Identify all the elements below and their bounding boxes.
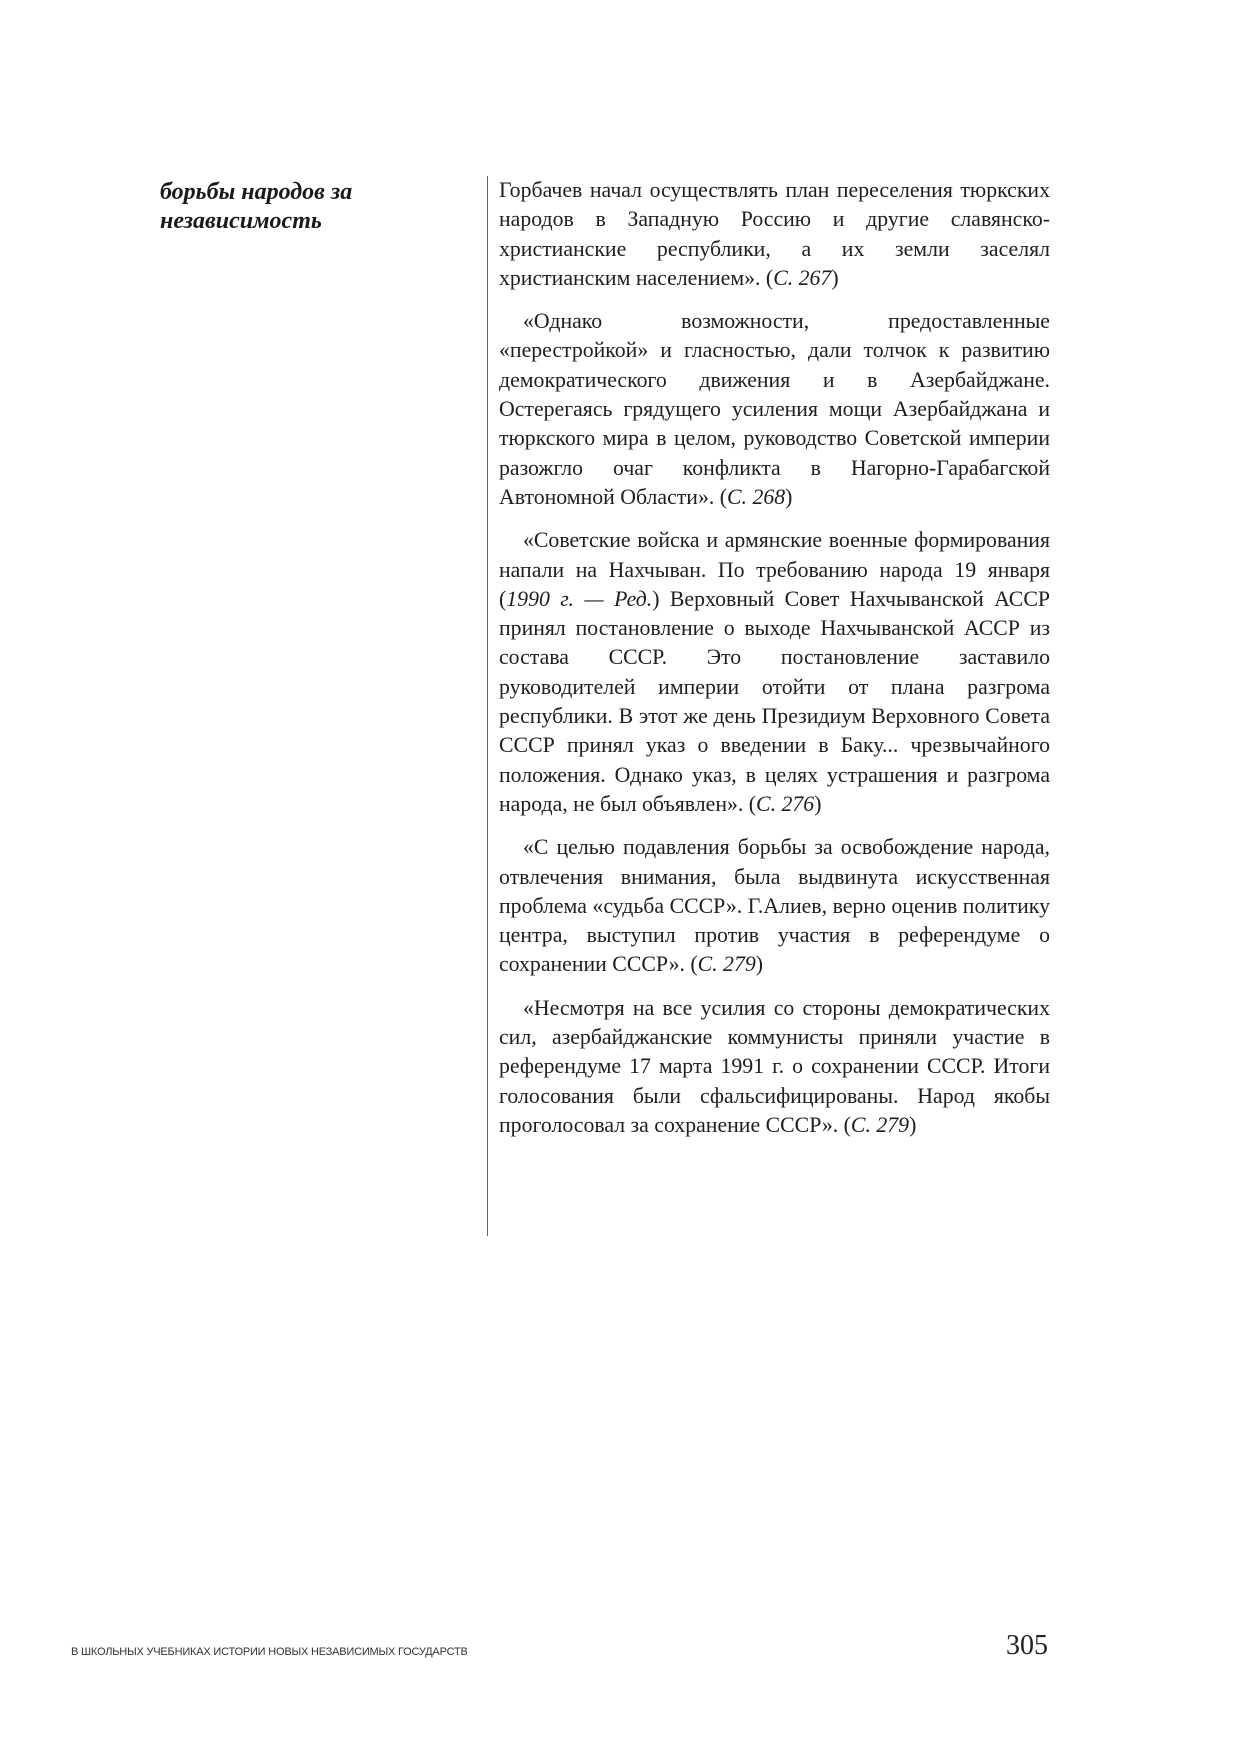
running-footer-title: В ШКОЛЬНЫХ УЧЕБНИКАХ ИСТОРИИ НОВЫХ НЕЗАВИСИМЫХ ГОСУДАРСТВ xyxy=(71,1646,468,1658)
page-number: 305 xyxy=(1006,1630,1048,1661)
page-reference: С. 268 xyxy=(727,484,786,509)
quote-text: «Несмотря на все усилия со стороны демократических сил, азербайджанские коммунисты приняли участие в референдуме 17 марта 1991 г. о сохранении СССР. Итоги голосования были сфальсифицированы. Народ якобы проголосовал за сохранение СССР». ( xyxy=(499,995,1050,1137)
reference-close: ) xyxy=(909,1112,917,1137)
quote-text: «Однако возможности, предоставленные «перестройкой» и гласностью, дали толчок к развитию демократического движения и в Азербайджане. Остерегаясь грядущего усиления мощи Азербайджана и тюркского мира в целом, руководство Советской империи разожгло очаг конфликта в Нагорно-Гарабагской Автономной Области». ( xyxy=(499,309,1050,509)
page-reference: С. 267 xyxy=(773,265,832,290)
page-reference: С. 276 xyxy=(756,791,815,816)
quote-paragraph-5 xyxy=(499,994,1050,1140)
section-heading-line-2: независимость xyxy=(160,208,322,234)
quote-paragraph-4 xyxy=(499,833,1050,979)
page-reference: С. 279 xyxy=(850,1112,910,1137)
editor-note: 1990 г. — Ред. xyxy=(506,586,653,611)
quote-text: «С целью подавления борьбы за освобождение народа, отвлечения внимания, была выдвинута искусственная проблема «судьба СССР». Г.Алиев, верно оценив политику центра, выступил против участия в референдуме о сохранении СССР». ( xyxy=(499,835,1050,977)
reference-close: ) xyxy=(755,952,764,977)
quote-text: «Советские войска и армянские военные формирования напали на Нахчыван. По требованию народа 19 января ( xyxy=(499,528,1050,611)
quote-text-continued: ) Верховный Совет Нахчыванской АССР принял постановление о выходе Нахчыванской АССР из состава СССР. Это постановление заставило руководителей империи отойти от плана разгрома республики. В этот же день Президиум Верховного Совета СССР принял указ о введении в Баку... чрезвычайного положения. Однако указ, в целях устрашения и разгрома народа, не был объявлен». ( xyxy=(499,586,1050,816)
quote-paragraph-3 xyxy=(499,526,1050,819)
section-heading-line-1: борьбы народов за xyxy=(160,179,353,205)
column-divider xyxy=(487,176,488,1236)
section-heading xyxy=(160,178,460,236)
reference-close: ) xyxy=(831,265,839,290)
quote-text: Горбачев начал осуществлять план переселения тюркских народов в Западную Россию и другие славянско-христианские республики, а их земли заселял христианским населением». ( xyxy=(499,178,1050,290)
quote-paragraph-1 xyxy=(499,176,1050,293)
quote-column xyxy=(499,176,1050,1154)
quote-paragraph-2 xyxy=(499,307,1050,512)
reference-close: ) xyxy=(814,791,822,816)
reference-close: ) xyxy=(785,484,793,509)
page-reference: С. 279 xyxy=(697,952,756,977)
